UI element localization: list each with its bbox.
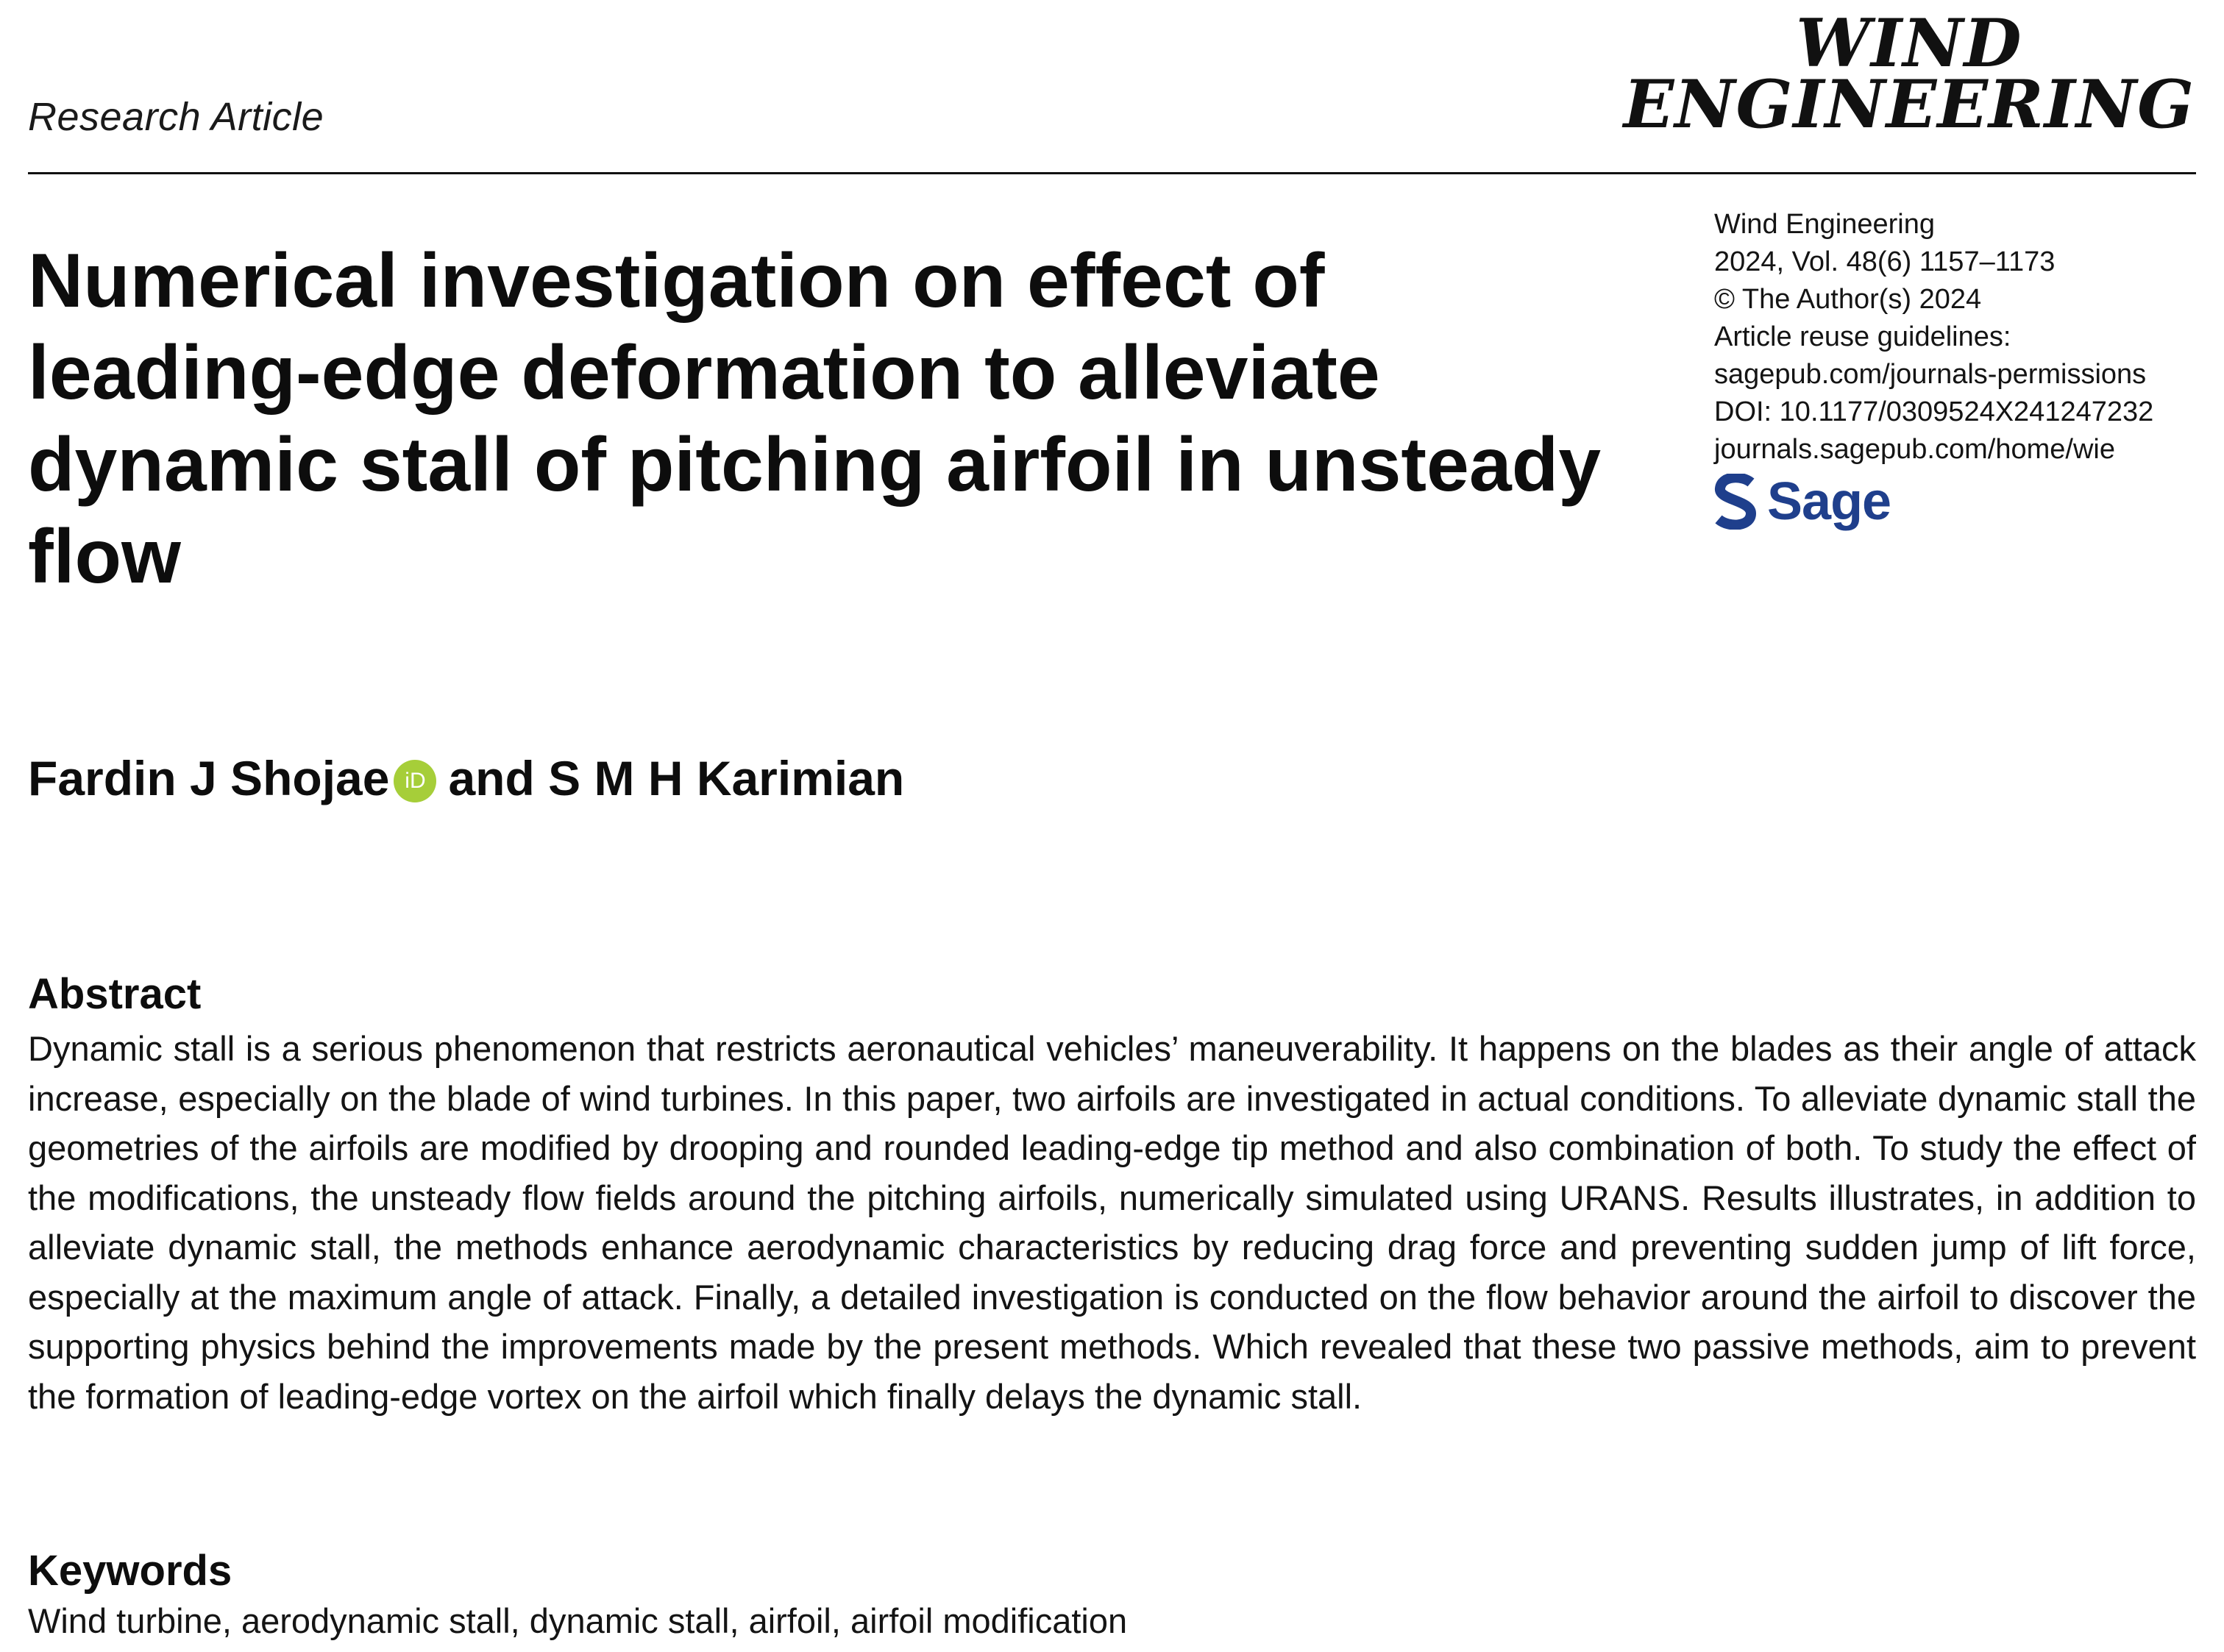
author-list — [28, 750, 904, 806]
journal-logo — [1623, 4, 2195, 143]
sage-s-icon — [1714, 474, 1757, 530]
sage-logo — [1714, 472, 1891, 531]
meta-doi[interactable]: DOI: 10.1177/0309524X241247232 — [1714, 396, 2154, 427]
author-name-first: Fardin J Shojae — [28, 751, 390, 805]
meta-volume: 2024, Vol. 48(6) 1157–1173 — [1714, 246, 2056, 277]
article-type-label: Research Article — [28, 95, 324, 139]
journal-logo-line1: WIND — [1796, 4, 2022, 82]
keywords-heading: Keywords — [28, 1547, 232, 1595]
author-name-rest: and S M H Karimian — [448, 751, 905, 805]
article-metadata — [1714, 206, 2207, 469]
header-divider — [28, 172, 2196, 174]
sage-wordmark: Sage — [1767, 472, 1891, 531]
meta-reuse-label: Article reuse guidelines: — [1714, 321, 2011, 352]
meta-reuse-link[interactable]: sagepub.com/journals-permissions — [1714, 359, 2147, 390]
meta-copyright: © The Author(s) 2024 — [1714, 284, 1982, 315]
meta-home-link[interactable]: journals.sagepub.com/home/wie — [1714, 434, 2115, 465]
orcid-icon[interactable]: iD — [394, 760, 436, 802]
article-title: Numerical investigation on effect of leading-edge deformation to alleviate dynamic stall of pitching airfoil in unsteady flow — [28, 238, 1602, 599]
abstract-text: Dynamic stall is a serious phenomenon that restricts aeronautical vehicles’ maneuverability. It happens on the blades as their angle of attack increase, especially on the blade of wind turbines. In this paper, two airfoils are investigated in actual conditions. To alleviate dynamic stall the geometries of the airfoils are modified by drooping and rounded leading-edge tip method and also combination of both. To study the effect of the modifications, the unsteady flow fields around the pitching airfoils, numerically simulated using URANS. Results illustrates, in addition to alleviate dynamic stall, the methods enhance aerodynamic characteristics by reducing drag force and preventing sudden jump of lift force, especially at the maximum angle of attack. Finally, a detailed investigation is conducted on the flow behavior around the airfoil to discover the supporting physics behind the improvements made by the present methods. Which revealed that these two passive methods, aim to prevent the formation of leading-edge vortex on the airfoil which finally delays the dynamic stall. — [28, 1029, 2196, 1416]
keywords-text: Wind turbine, aerodynamic stall, dynamic stall, airfoil, airfoil modification — [28, 1601, 1128, 1640]
meta-journal: Wind Engineering — [1714, 209, 1935, 240]
journal-logo-line2: ENGINEERING — [1623, 65, 2195, 143]
abstract-heading: Abstract — [28, 970, 202, 1018]
